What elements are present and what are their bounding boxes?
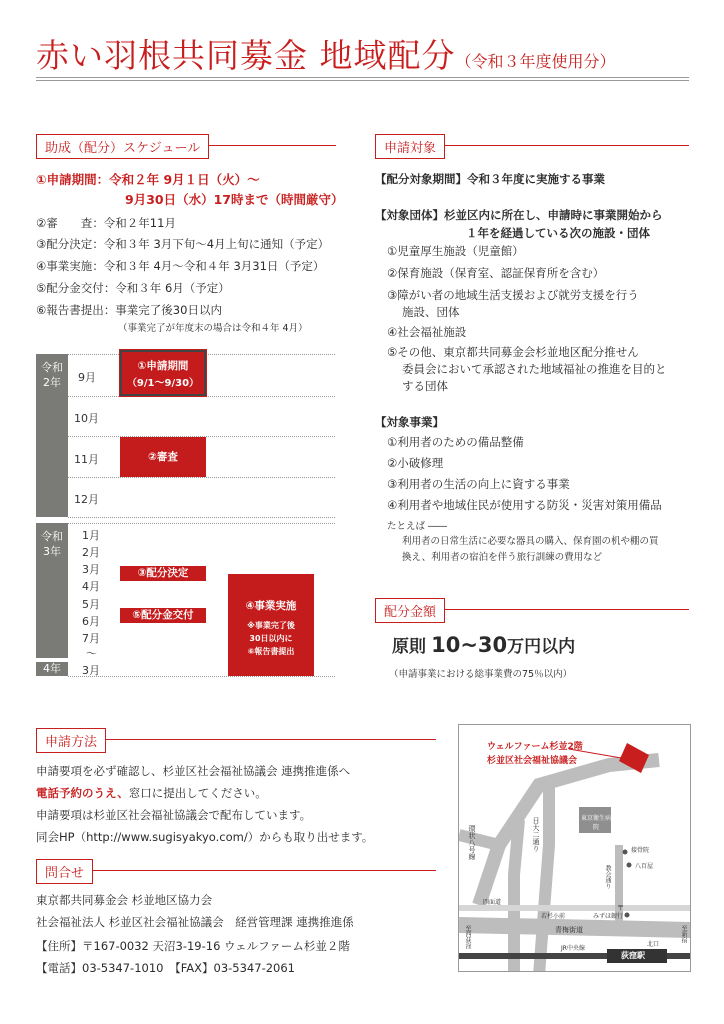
- org-item: ④社会福祉施設: [387, 325, 467, 339]
- month-label: 11月: [74, 453, 99, 466]
- map-label-council: 杉並区社会福祉協議会: [487, 756, 578, 766]
- month-label: 12月: [74, 493, 99, 506]
- title-rule: [36, 80, 689, 81]
- timeline-box-decision: ③配分決定: [120, 566, 206, 581]
- org-item: 施設、団体: [402, 305, 460, 319]
- page-title: [36, 30, 616, 77]
- timeline-box-implement: ④事業実施 ※事業完了後 30日以内に ⑥報告書提出: [228, 574, 314, 676]
- road: [459, 835, 499, 845]
- method-line: 同会HP（http://www.sugisyakyo.com/）からも取り出せます。: [36, 830, 374, 844]
- month-label: 4月: [82, 580, 100, 593]
- map-marker: [623, 850, 628, 855]
- project-item: ①利用者のための備品整備: [387, 435, 524, 449]
- timeline-rule: [68, 523, 335, 524]
- schedule-item-review: ②審 査：令和２年11月: [36, 216, 176, 230]
- month-label: 7月: [82, 632, 100, 645]
- org-item: 委員会において承認された地域福祉の推進を目的と: [402, 362, 667, 376]
- map-label-ome: 青梅街道: [555, 926, 583, 934]
- map-label-nikkai: 日大二通り: [532, 817, 540, 852]
- contact-address: 【住所】〒167-0032 天沼3-19-16 ウェルファーム杉並２階: [36, 939, 350, 953]
- timeline-year-r4: 4年: [36, 662, 68, 676]
- map-label-wakasugi: 若杉小前: [541, 913, 566, 920]
- org-item: ②保育施設（保育室、認証保育所を含む）: [387, 266, 605, 280]
- road: [514, 820, 519, 972]
- timeline-box-payment: ⑤配分金交付: [120, 608, 206, 623]
- month-label: 〜: [86, 647, 97, 660]
- map-label-jr: JR中央線: [561, 945, 585, 952]
- project-item: ④利用者や地域住民が使用する防災・災害対策用備品: [387, 498, 662, 512]
- method-line: 申請要項を必ず確認し、杉並区社会福祉協議会 連携推進係へ: [36, 764, 351, 778]
- org-item: ⑤その他、東京都共同募金会杉並地区配分推せん: [387, 345, 639, 359]
- schedule-item-decision: ③配分決定：令和３年 3月下旬～4月上旬に通知（予定）: [36, 237, 330, 251]
- amount-main: 原則 10~30万円以内: [392, 633, 576, 657]
- target-org-line2: １年を経過している次の施設・団体: [466, 226, 650, 240]
- org-item: ③障がい者の地域生活支援および就労支援を行う: [387, 288, 639, 302]
- map-marker: [627, 863, 632, 868]
- method-line: 電話予約のうえ、窓口に提出してください。: [36, 786, 267, 800]
- timeline-rule: [68, 676, 335, 677]
- map-label-station: 荻窪駅: [621, 951, 645, 960]
- map-label-church: 教会通り: [604, 865, 611, 889]
- target-period: 【配分対象期間】令和３年度に実施する事業: [375, 172, 605, 186]
- contact-org1: 東京都共同募金会 杉並地区協力会: [36, 893, 213, 907]
- post-office-icon: 〒: [617, 904, 624, 912]
- map-label-mizuho: みずほ銀行: [593, 913, 624, 920]
- title-sub: （令和３年度使用分）: [455, 52, 616, 71]
- method-line: 申請要項は杉並区社会福祉協議会で配布しています。: [36, 808, 312, 822]
- org-item: ①児童厚生施設（児童館）: [387, 244, 524, 258]
- schedule-item-implement: ④事業実施：令和３年 4月～令和４年 3月31日（予定）: [36, 259, 325, 273]
- map-label-loop8: 環状八号線: [468, 825, 476, 860]
- map-label-welfarm: ウェルファーム杉並2階: [487, 742, 583, 752]
- month-label: 3月: [82, 563, 100, 576]
- schedule-item-report-note: （事業完了が年度末の場合は令和４年 4月）: [118, 323, 308, 334]
- schedule-item-apply-end: 9月30日（水）17時まで（時間厳守）: [125, 192, 344, 207]
- map-label-west: 至西荻窪: [464, 925, 471, 949]
- schedule-item-payment: ⑤配分金交付：令和３年 6月（予定）: [36, 281, 230, 295]
- map-label-hospital: 東京衛生病院: [581, 815, 612, 831]
- month-label: 9月: [78, 371, 96, 384]
- project-item: ②小破修理: [387, 456, 444, 470]
- title-rule: [36, 77, 689, 78]
- project-item: ③利用者の生活の向上に資する事業: [387, 477, 570, 491]
- title-main: 赤い羽根共同募金 地域配分: [36, 36, 456, 75]
- road: [479, 760, 659, 905]
- timeline-box-review: ②審査: [120, 437, 206, 477]
- amount-header: 配分金額: [375, 598, 445, 623]
- target-header: 申請対象: [375, 134, 445, 159]
- contact-header: 問合せ: [36, 859, 93, 884]
- map-label-shimendo: 四面道: [483, 899, 502, 906]
- method-header: 申請方法: [36, 728, 106, 753]
- month-label: 10月: [74, 412, 99, 425]
- timeline-year-r3: 令和 3年: [36, 523, 68, 658]
- section-line: [36, 870, 436, 871]
- map-label-east: 至新宿: [680, 925, 687, 943]
- amount-note: （申請事業における総事業費の75％以内）: [389, 669, 573, 680]
- month-label: 5月: [82, 598, 100, 611]
- timeline-year-r2: 令和 2年: [36, 354, 68, 517]
- timeline-rule: [68, 477, 335, 478]
- contact-phone: 【電話】03-5347-1010 【FAX】03-5347-2061: [36, 961, 295, 975]
- access-map: [458, 724, 691, 972]
- month-label: 3月: [82, 664, 100, 677]
- timeline-box-apply: ①申請期間 （9/1〜9/30）: [120, 350, 206, 396]
- example-text: 換え、利用者の宿泊を伴う旅行訓練の費用など: [402, 552, 603, 563]
- month-label: 2月: [82, 546, 100, 559]
- road: [539, 785, 549, 972]
- projects-header: 【対象事業】: [375, 415, 444, 429]
- contact-org2: 社会福祉法人 杉並区社会福祉協議会 経営管理課 連携推進係: [36, 915, 354, 929]
- map-label-clinic: 接骨院: [631, 847, 650, 854]
- month-label: 6月: [82, 615, 100, 628]
- schedule-header: 助成（配分）スケジュール: [36, 134, 209, 159]
- schedule-item-apply: ①申請期間：令和２年 9月１日（火）～: [36, 172, 260, 187]
- example-label: たとえば ――: [387, 521, 448, 532]
- map-marker: [625, 913, 630, 918]
- map-label-north-exit: 北口: [647, 941, 660, 948]
- map-label-grocer: 八百屋: [635, 863, 654, 870]
- org-item: する団体: [402, 379, 448, 393]
- example-text: 利用者の日常生活に必要な器具の購入、保育園の机や棚の買: [402, 536, 659, 547]
- target-org-line1: 【対象団体】杉並区内に所在し、申請時に事業開始から: [375, 208, 663, 222]
- timeline-rule: [68, 396, 335, 397]
- month-label: 1月: [82, 529, 100, 542]
- schedule-item-report: ⑥報告書提出：事業完了後30日以内: [36, 303, 222, 317]
- timeline-rule: [68, 517, 335, 518]
